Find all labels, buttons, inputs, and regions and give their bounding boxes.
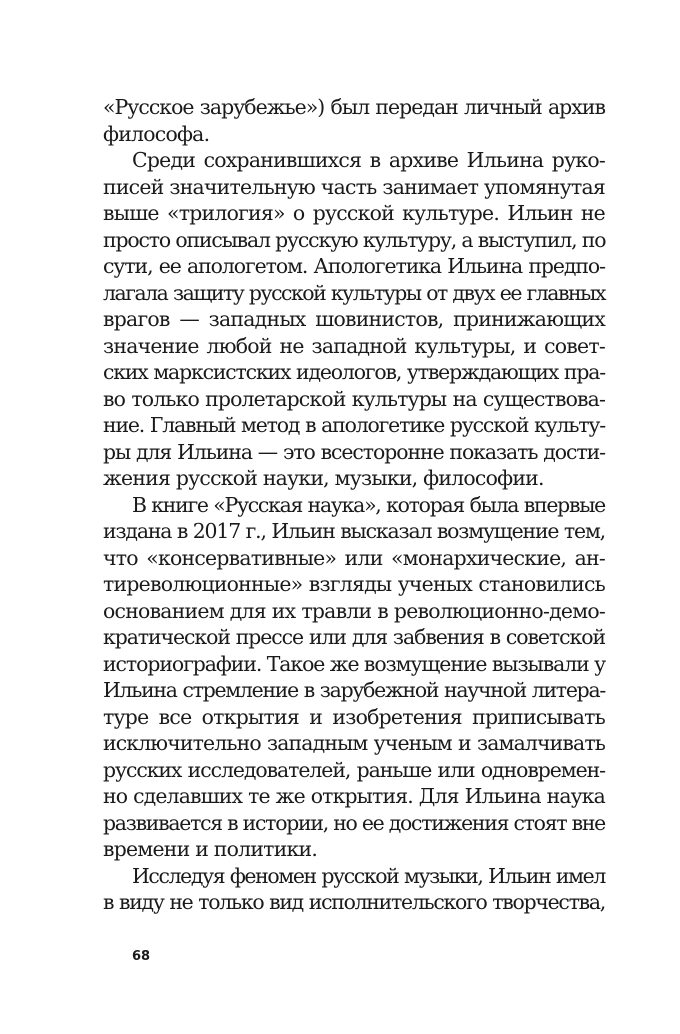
text-line: Ильина стремление в зарубежной научной литера- xyxy=(103,678,605,702)
text-line: лагала защиту русской культуры от двух ее главных xyxy=(103,280,605,305)
text-line: времени и политики. xyxy=(103,837,318,861)
text-line: что «консервативные» или «монархические, ан- xyxy=(103,545,605,570)
text-line: но сделавших те же открытия. Для Ильина наука xyxy=(103,784,605,808)
text-line: кратической прессе или для забвения в советской xyxy=(103,625,605,649)
text-line: сути, ее апологетом. Апологетика Ильина предпо- xyxy=(103,254,605,278)
body-text xyxy=(103,94,605,916)
text-line: русских исследователей, раньше или одновремен- xyxy=(103,757,605,782)
text-line: основанием для их травли в революционно-демо- xyxy=(103,598,605,623)
text-line: значение любой не западной культуры, и совет- xyxy=(103,333,605,358)
page-number: 68 xyxy=(132,949,151,964)
text-line: ры для Ильина — это всесторонне показать дости- xyxy=(103,439,605,464)
text-line: врагов — западных шовинистов, принижающих xyxy=(103,307,605,331)
text-line: во только пролетарской культуры на существова- xyxy=(103,386,605,411)
text-line: В книге «Русская наука», которая была впервые xyxy=(132,492,605,517)
text-line: историографии. Такое же возмущение вызывали у xyxy=(103,651,606,676)
text-line: Исследуя феномен русской музыки, Ильин имел xyxy=(132,863,605,888)
text-line: жения русской науки, музыки, философии. xyxy=(103,466,544,490)
text-line: исключительно западным ученым и замалчивать xyxy=(103,731,605,755)
text-line: развивается в истории, но ее достижения стоят вне xyxy=(103,810,605,835)
text-line: философа. xyxy=(103,121,210,146)
text-line: выше «трилогия» о русской культуре. Ильин не xyxy=(103,201,605,225)
text-line: тиреволюционные» взгляды ученых становились xyxy=(103,572,605,596)
text-line: писей значительную часть занимает упомянутая xyxy=(103,174,605,199)
text-line: издана в 2017 г., Ильин высказал возмущение тем, xyxy=(103,519,605,543)
text-line: «Русское зарубежье») был передан личный архив xyxy=(103,95,605,119)
text-line: Среди сохранившихся в архиве Ильина руко- xyxy=(132,148,605,172)
text-line: в виду не только вид исполнительского творчества, xyxy=(103,890,605,914)
text-line: просто описывал русскую культуру, а выступил, по xyxy=(103,227,606,252)
text-line: ние. Главный метод в апологетике русской культу- xyxy=(103,413,605,437)
text-line: туре все открытия и изобретения приписывать xyxy=(103,704,605,729)
text-line: ских марксистских идеологов, утверждающих пра- xyxy=(103,360,605,384)
